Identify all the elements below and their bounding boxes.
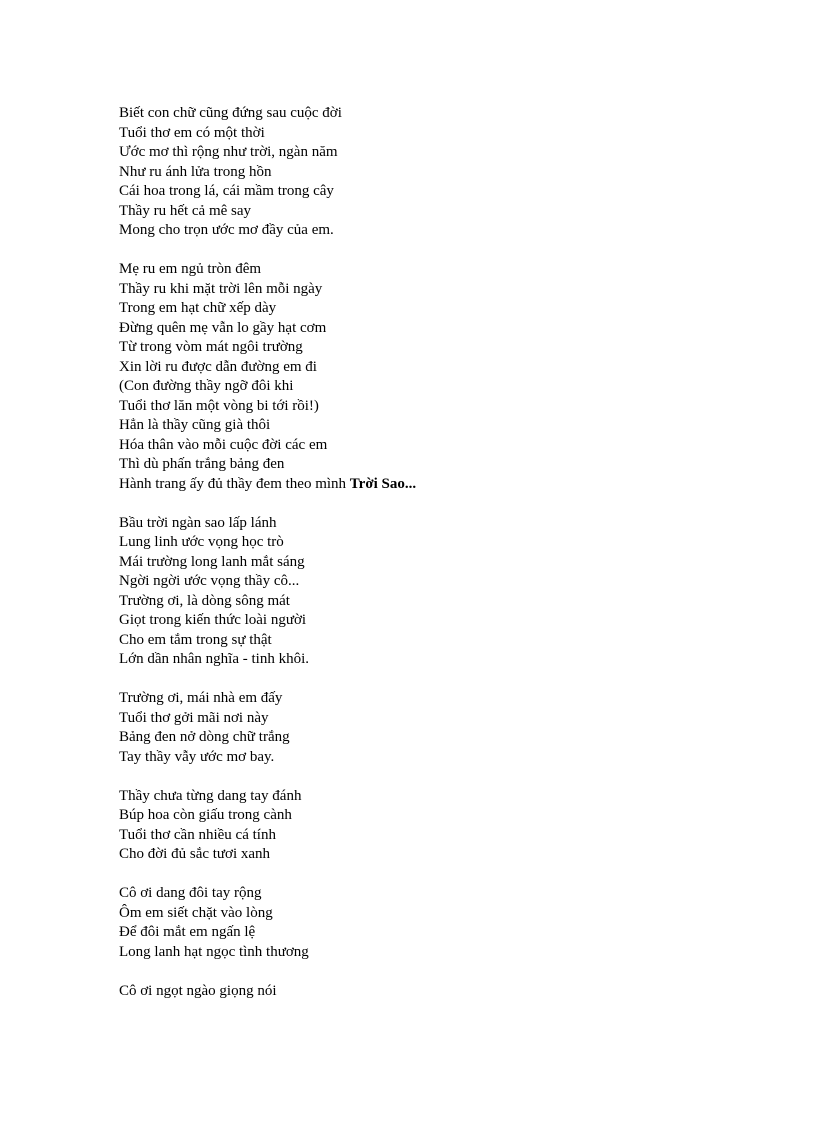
poem-line: Như ru ánh lửa trong hồn — [119, 163, 272, 180]
poem-line: Thầy ru hết cả mê say — [119, 202, 252, 219]
poem-line: Mong cho trọn ước mơ đầy của em. — [119, 222, 334, 238]
poem-line-with-title — [119, 475, 719, 495]
poem-body — [119, 104, 719, 1021]
poem-line: Búp hoa còn giấu trong cành — [119, 807, 292, 823]
stanza-2 — [119, 260, 719, 494]
poem-line-text: Hành trang ấy đủ thầy đem theo mình — [119, 475, 350, 492]
poem-line: Ngời ngời ước vọng thầy cô... — [119, 573, 300, 589]
poem-line: Trong em hạt chữ xếp dày — [119, 300, 277, 316]
poem-line: Ôm em siết chặt vào lòng — [119, 904, 273, 921]
poem-line: Cho em tắm trong sự thật — [119, 631, 272, 648]
poem-line: Biết con chữ cũng đứng sau cuộc đời — [119, 105, 342, 121]
poem-line: Tuổi thơ lăn một vòng bi tới rồi!) — [119, 397, 319, 414]
stanza-3 — [119, 514, 719, 670]
poem-line: Mẹ ru em ngủ tròn đêm — [119, 261, 262, 277]
poem-line: Thì dù phấn trắng bảng đen — [119, 456, 285, 472]
poem-line: Hóa thân vào mỗi cuộc đời các em — [119, 436, 328, 453]
stanza-6 — [119, 884, 719, 962]
poem-line: Hẳn là thầy cũng già thôi — [119, 417, 271, 433]
poem-line: Cô ơi ngọt ngào giọng nói — [119, 982, 277, 999]
poem-line: Giọt trong kiến thức loài người — [119, 612, 307, 628]
stanza-1 — [119, 104, 719, 241]
poem-line: Bảng đen nở dòng chữ trắng — [119, 729, 290, 745]
poem-line: Tuổi thơ gởi mãi nơi này — [119, 709, 269, 726]
poem-line: Tuổi thơ em có một thời — [119, 124, 265, 141]
poem-line: Xin lời ru được dẫn đường em đi — [119, 358, 317, 375]
poem-line: Lớn dần nhân nghĩa - tinh khôi. — [119, 651, 309, 667]
poem-line: Cái hoa trong lá, cái mầm trong cây — [119, 183, 334, 199]
poem-line: Tay thầy vẫy ước mơ bay. — [119, 748, 275, 765]
poem-line: (Con đường thầy ngỡ đôi khi — [119, 378, 294, 394]
stanza-7 — [119, 982, 719, 1002]
poem-line: Long lanh hạt ngọc tình thương — [119, 943, 309, 960]
poem-line: Để đôi mắt em ngấn lệ — [119, 924, 256, 940]
poem-line: Lung linh ước vọng học trò — [119, 534, 284, 550]
stanza-4 — [119, 689, 719, 767]
poem-line: Bầu trời ngàn sao lấp lánh — [119, 514, 277, 531]
poem-line: Trường ơi, mái nhà em đấy — [119, 690, 283, 706]
poem-line: Từ trong vòm mát ngôi trường — [119, 339, 303, 355]
poem-title-bold: Trời Sao... — [349, 475, 417, 492]
poem-line: Thầy ru khi mặt trời lên mỗi ngày — [119, 280, 323, 297]
poem-line: Đừng quên mẹ vẫn lo gầy hạt cơm — [119, 319, 327, 336]
poem-line: Mái trường long lanh mắt sáng — [119, 553, 305, 570]
poem-line: Tuổi thơ cần nhiều cá tính — [119, 826, 276, 843]
stanza-5 — [119, 787, 719, 865]
poem-line: Cô ơi dang đôi tay rộng — [119, 885, 262, 901]
poem-line: Trường ơi, là dòng sông mát — [119, 592, 290, 609]
poem-line: Thầy chưa từng dang tay đánh — [119, 787, 302, 804]
poem-line: Cho đời đủ sắc tươi xanh — [119, 846, 271, 862]
poem-line: Ước mơ thì rộng như trời, ngàn năm — [119, 144, 338, 160]
